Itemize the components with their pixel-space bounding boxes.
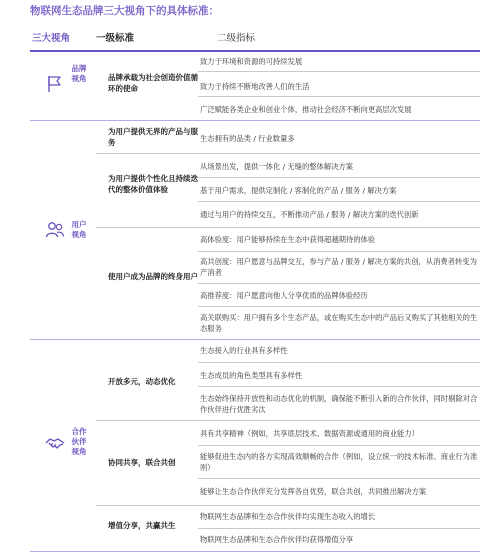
row-divider <box>198 283 480 284</box>
dimension-label-brand: 品牌视角 <box>71 64 87 83</box>
indicator-row: 高推荐度：用户愿意向他人分享优质的品牌体验经历 <box>200 291 368 300</box>
row-divider <box>198 478 480 479</box>
row-divider <box>96 420 480 421</box>
section-divider <box>30 551 480 552</box>
header-indicator: 二级指标 <box>217 33 256 44</box>
indicator-row: 高体验度：用户能够持续在生态中获得超越期待的体验 <box>200 235 376 244</box>
dimension-label-partner: 合作伙伴视角 <box>71 427 87 456</box>
row-divider <box>198 251 480 252</box>
indicator-row: 致力于环境和资源的可持续发展 <box>200 57 303 66</box>
dimension-label-user: 用户视角 <box>71 220 87 239</box>
row-divider <box>198 445 480 446</box>
row-divider <box>198 306 480 307</box>
indicator-row: 物联网生态品牌和生态合作伙伴均获得增值分享 <box>200 535 354 544</box>
row-divider <box>198 71 480 72</box>
row-divider <box>96 153 480 154</box>
header-dimension: 三大视角 <box>32 33 71 44</box>
row-divider <box>96 227 480 228</box>
level1-user-lifetime: 使用户成为品牌的终身用户 <box>108 272 198 281</box>
level1-partner-share: 增值分享，共赢共生 <box>108 521 176 530</box>
flag-icon <box>44 73 66 95</box>
level1-partner-open: 开放多元，动态优化 <box>108 377 176 386</box>
indicator-row: 从场景出发，提供一体化 / 无缝的整体解决方案 <box>200 162 354 171</box>
page-title: 物联网生态品牌三大视角下的具体标准： <box>30 5 219 17</box>
indicator-row: 通过与用户的持续交互，不断推动产品 / 服务 / 解决方案的迭代创新 <box>200 210 419 219</box>
indicator-row: 生态接入的行业具有多样性 <box>200 346 288 355</box>
level1-user-products: 为用户提供无界的产品与服务 <box>108 127 198 147</box>
indicator-row: 高共创度：用户愿意与品牌交互，参与产品 / 服务 / 解决方案的共创，从消费者转变为产消者 <box>200 257 477 277</box>
level1-user-experience: 为用户提供个性化且持续迭代的整体价值体验 <box>108 174 198 194</box>
row-divider <box>198 362 480 363</box>
section-divider <box>30 339 480 340</box>
users-icon <box>44 219 66 241</box>
level1-brand-mission: 品牌承载为社会创造价值循环的使命 <box>108 73 198 93</box>
row-divider <box>198 177 480 178</box>
indicator-row: 具有共享精神（例如，共享底层技术、数据资源或通用的商业能力） <box>200 429 419 438</box>
indicator-row: 物联网生态品牌和生态合作伙伴均实现生态收入的增长 <box>200 512 376 521</box>
header-level1: 一级标准 <box>96 33 135 44</box>
indicator-row: 能够让生态合作伙伴充分发挥各自优势，联合共创，共同推出解决方案 <box>200 487 427 496</box>
row-divider <box>198 201 480 202</box>
row-divider <box>198 96 480 97</box>
indicator-row: 基于用户需求，提供定制化 / 客制化的产品 / 服务 / 解决方案 <box>200 186 397 195</box>
indicator-row: 生态成员的角色类型具有多样性 <box>200 371 303 380</box>
indicator-row: 生态始终保持开放性和动态优化的机制，确保能不断引入新的合作伙伴，同时剔除对合作伙伴进行优胜劣汰 <box>200 394 478 414</box>
row-divider <box>198 386 480 387</box>
header-rule <box>30 50 480 52</box>
indicator-row: 广泛赋能各类企业和创业个体，推动社会经济不断向更高层次发展 <box>200 105 412 114</box>
handshake-icon <box>44 433 66 455</box>
indicator-row: 高关联购买：用户拥有多个生态产品，或在购买生态中的产品后又购买了其他相关的生态服务 <box>200 313 478 333</box>
row-divider <box>96 505 480 506</box>
section-divider <box>30 120 480 121</box>
indicator-row: 能够促进生态内的各方实现高效顺畅的合作（例如，设立统一的技术标准、商业行为准则） <box>200 452 478 472</box>
level1-partner-collaborate: 协同共享，联合共创 <box>108 458 176 467</box>
row-divider <box>198 528 480 529</box>
indicator-row: 生态拥有的品类 / 行业数量多 <box>200 134 295 143</box>
indicator-row: 致力于持续不断地改善人们的生活 <box>200 82 310 91</box>
